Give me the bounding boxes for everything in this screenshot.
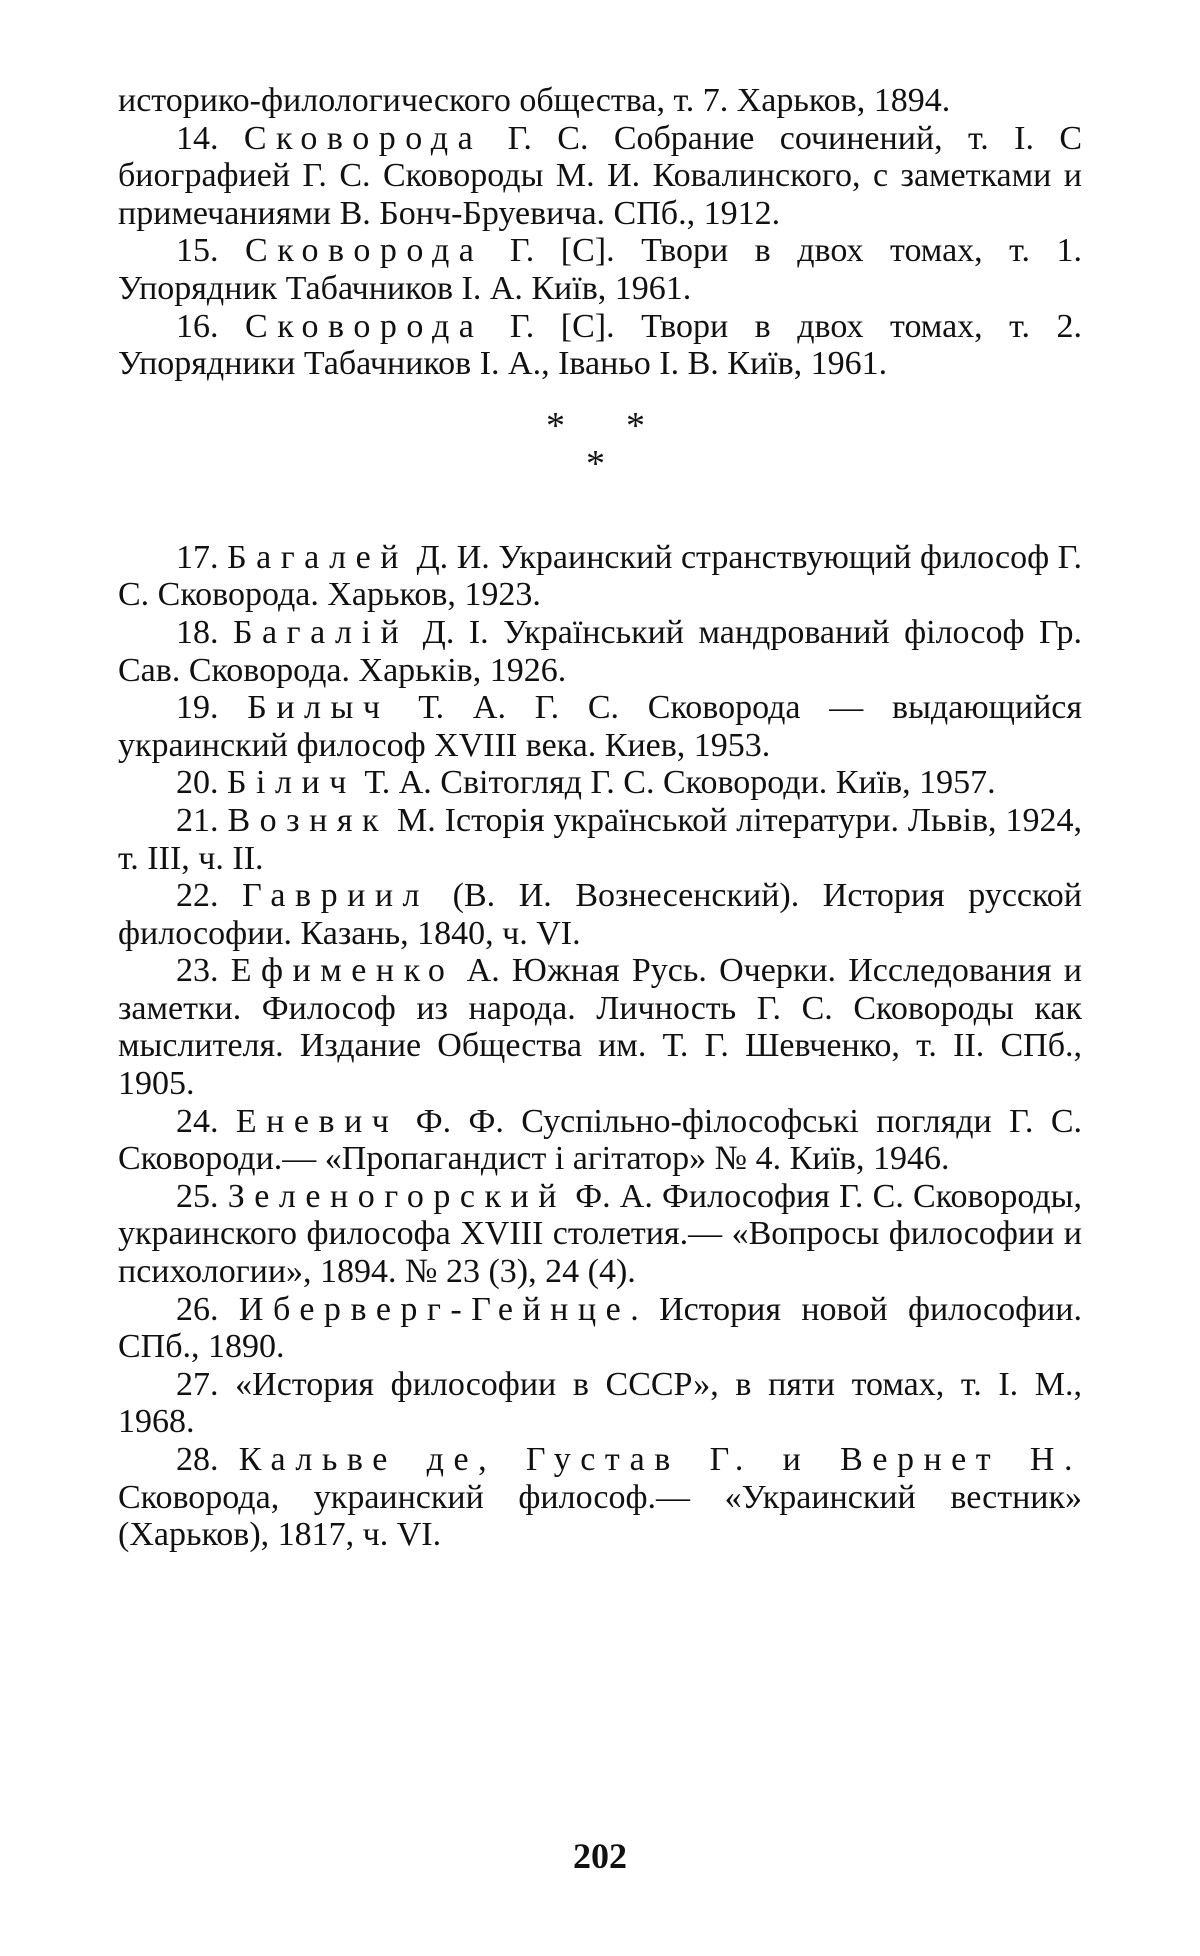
- entry-author: Білич: [227, 764, 356, 802]
- bibliography-page: [118, 82, 1082, 1554]
- asterisk-icon: *: [586, 442, 605, 485]
- entry-number: 26.: [176, 1290, 219, 1328]
- entry-citation: М. Історія українськой літератури. Львів, 1924, т. III, ч. II.: [118, 801, 1082, 877]
- bibliography-entry: [118, 232, 1082, 307]
- bibliography-entry: [118, 539, 1082, 614]
- entry-citation: . История новой философии. СПб., 1890.: [118, 1290, 1082, 1366]
- entry-citation: Ф. А. Философия Г. С. Сковороды, украинского философа XVIII столетия.— «Вопросы философии и психологии», 1894. № 23 (3), 24 (4).: [118, 1177, 1083, 1291]
- section-separator: [118, 383, 1082, 539]
- entry-author: Сковорода: [245, 232, 484, 270]
- bibliography-entry: [118, 952, 1082, 1102]
- entry-number: 25.: [176, 1177, 219, 1215]
- entry-citation: Г. [С]. Твори в двох томах, т. 2. Упорядники Табачников I. А., Іваньо I. В. Київ, 1961.: [118, 307, 1082, 383]
- bibliography-entry: [118, 308, 1082, 383]
- entry-author: Возняк: [227, 801, 389, 839]
- bibliography-entry: [118, 1441, 1082, 1554]
- entry-author: Билыч: [247, 689, 390, 727]
- bibliography-group-primary: [118, 120, 1082, 383]
- entry-number: 23.: [176, 952, 219, 990]
- bibliography-entry: [118, 120, 1082, 233]
- entry-author: Сковорода: [245, 307, 484, 345]
- entry-number: 20.: [176, 764, 219, 802]
- entry-number: 24.: [176, 1102, 219, 1140]
- entry-number: 27.: [176, 1365, 219, 1403]
- entry-citation: Т. А. Світогляд Г. С. Сковороди. Київ, 1957.: [355, 764, 996, 802]
- entry-citation: (В. И. Вознесенский). История русской философии. Казань, 1840, ч. VI.: [118, 877, 1082, 952]
- entry-number: 17.: [176, 538, 219, 576]
- entry-number: 22.: [176, 877, 219, 915]
- entry-citation: «История философии в СССР», в пяти томах, т. I. М., 1968.: [118, 1365, 1083, 1441]
- entry-author: Сковорода: [243, 119, 483, 157]
- entry-author: Кальве де, Густав Г. и Вернет Н.: [238, 1441, 1083, 1478]
- entry-citation: Д. И. Украинский странствующий философ Г. С. Сковорода. Харьков, 1923.: [118, 538, 1083, 614]
- bibliography-entry: [118, 1103, 1082, 1178]
- lead-continuation: историко-филологического общества, т. 7. Харьков, 1894.: [118, 82, 951, 119]
- entry-author: Багалій: [232, 613, 409, 651]
- entry-citation: Д. I. Український мандрований філософ Гр. Сав. Сковорода. Харьків, 1926.: [118, 613, 1082, 689]
- entry-citation: Г. С. Собрание сочинений, т. I. С биографией Г. С. Сковороды М. И. Ковалинского, с заметками и примечаниями В. Бонч-Бруевича. СПб., 1912.: [118, 119, 1082, 232]
- bibliography-entry: [118, 764, 1082, 802]
- entry-number: 16.: [176, 307, 219, 345]
- asterisk-icon: *: [626, 404, 645, 447]
- bibliography-entry: [118, 802, 1082, 877]
- entry-citation: Сковорода, украинский философ.— «Украинский вестник» (Харьков), 1817, ч. VI.: [118, 1478, 1082, 1554]
- entry-author: Зеленогорский: [227, 1177, 566, 1215]
- entry-author: Гавриил: [242, 877, 430, 915]
- entry-number: 18.: [176, 613, 219, 651]
- bibliography-entry: [118, 689, 1082, 764]
- entry-number: 14.: [176, 119, 219, 157]
- entry-citation: Т. А. Г. С. Сковорода — выдающийся украинский философ XVIII века. Киев, 1953.: [118, 689, 1083, 764]
- bibliography-entry: [118, 614, 1082, 689]
- entry-number: 28.: [176, 1441, 219, 1478]
- entry-number: 15.: [176, 232, 219, 270]
- entry-citation: Ф. Ф. Суспільно-філософські погляди Г. С. Сковороди.— «Пропагандист і агітатор» № 4. Київ, 1946.: [118, 1102, 1083, 1178]
- entry-citation: А. Южная Русь. Очерки. Исследования и заметки. Философ из народа. Личность Г. С. Сковороды как мыслителя. Издание Общества им. Т. Г. Шевченко, т. II. СПб., 1905.: [118, 952, 1083, 1103]
- bibliography-entry: [118, 1366, 1082, 1441]
- entry-author: Багалей: [227, 538, 408, 576]
- asterisk-icon: *: [546, 404, 565, 447]
- entry-number: 21.: [176, 801, 219, 839]
- entry-author: Еневич: [235, 1102, 399, 1140]
- bibliography-entry: [118, 1178, 1082, 1291]
- entry-number: 19.: [176, 689, 219, 727]
- page-number: 202: [573, 1836, 627, 1876]
- entry-citation: Г. [С]. Твори в двох томах, т. 1. Упорядник Табачников I. А. Київ, 1961.: [118, 232, 1082, 307]
- bibliography-entry: [118, 877, 1082, 952]
- entry-author: Иберверг-Гейнце: [238, 1290, 631, 1328]
- entry-author: Ефименко: [230, 952, 455, 990]
- bibliography-group-secondary: [118, 539, 1082, 1554]
- bibliography-entry: [118, 1291, 1082, 1366]
